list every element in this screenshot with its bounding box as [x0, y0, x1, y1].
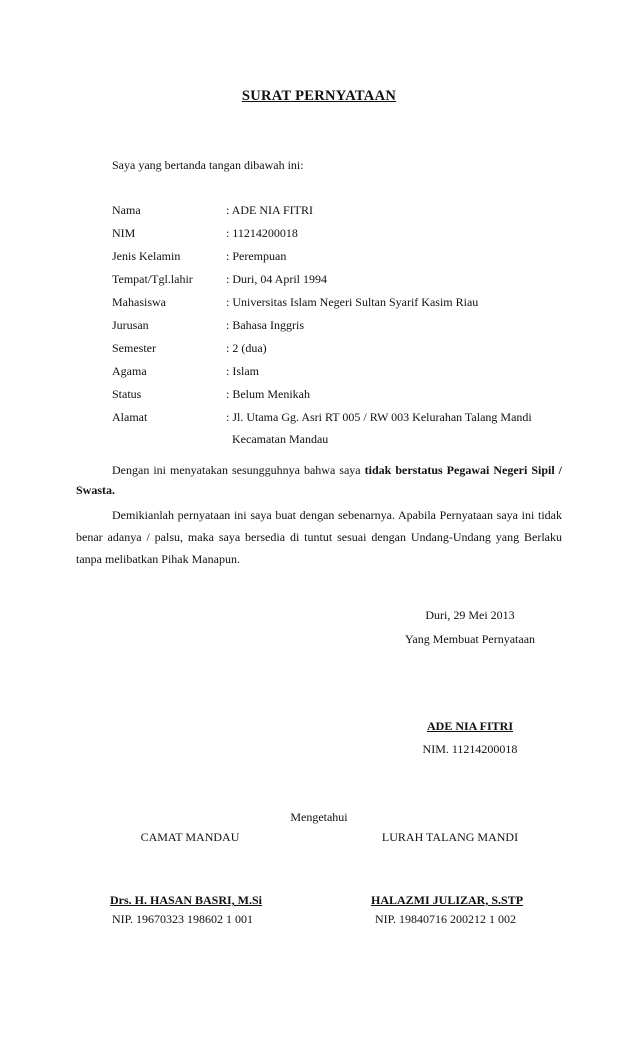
statement-period: . [112, 483, 116, 497]
field-value-nim: : 11214200018 [226, 226, 298, 240]
field-value-tempat-tgl-lahir: : Duri, 04 April 1994 [226, 272, 327, 286]
right-official-title: LURAH TALANG MANDI [381, 830, 519, 844]
acknowledged-label: Mengetahui [290, 810, 348, 824]
right-official-name: HALAZMI JULIZAR, S.STP [371, 893, 524, 907]
signer-role: Yang Membuat Pernyataan [404, 632, 536, 646]
intro-text: Saya yang bertanda tangan dibawah ini: [112, 158, 304, 172]
signer-nim: NIM. 11214200018 [422, 742, 518, 756]
field-label-jenis-kelamin: Jenis Kelamin [112, 249, 181, 263]
field-label-tempat-tgl-lahir: Tempat/Tgl.lahir [112, 272, 193, 286]
field-label-status: Status [112, 387, 142, 401]
field-value-alamat: : Jl. Utama Gg. Asri RT 005 / RW 003 Kelurahan Talang Mandi [226, 410, 532, 424]
field-label-agama: Agama [112, 364, 147, 378]
field-value-semester: : 2 (dua) [226, 341, 267, 355]
field-value-jurusan: : Bahasa Inggris [226, 318, 304, 332]
left-official-name: Drs. H. HASAN BASRI, M.Si [110, 893, 263, 907]
right-official-nip: NIP. 19840716 200212 1 002 [375, 912, 517, 926]
statement-text: Dengan ini menyatakan sesungguhnya bahwa saya [112, 463, 365, 477]
statement-paragraph [76, 460, 562, 500]
signer-name: ADE NIA FITRI [426, 719, 513, 733]
statement-emphasis: tidak berstatus Pegawai Negeri Sipil / Swasta [76, 463, 563, 497]
declaration-paragraph: Demikianlah pernyataan ini saya buat dengan sebenarnya. Apabila Pernyataan saya ini tidak benar adanya / palsu, maka saya bersedia di tuntut sesuai dengan Undang-Undang yang Berlaku tanpa melibatkan Pihak Manapun. [76, 508, 562, 566]
field-value-status: : Belum Menikah [226, 387, 310, 401]
field-value-nama: : ADE NIA FITRI [226, 203, 313, 217]
left-official-title: CAMAT MANDAU [140, 830, 240, 844]
field-label-jurusan: Jurusan [112, 318, 149, 332]
field-label-alamat: Alamat [112, 410, 148, 424]
field-label-mahasiswa: Mahasiswa [112, 295, 166, 309]
place-date: Duri, 29 Mei 2013 [425, 608, 515, 622]
field-value-agama: : Islam [226, 364, 259, 378]
field-value-alamat-continued: Kecamatan Mandau [232, 432, 329, 446]
field-label-nama: Nama [112, 203, 141, 217]
document-title: SURAT PERNYATAAN [241, 88, 397, 104]
field-value-mahasiswa: : Universitas Islam Negeri Sultan Syarif Kasim Riau [226, 295, 479, 309]
field-value-jenis-kelamin: : Perempuan [226, 249, 287, 263]
field-label-nim: NIM [112, 226, 136, 240]
left-official-nip: NIP. 19670323 198602 1 001 [112, 912, 254, 926]
field-label-semester: Semester [112, 341, 156, 355]
